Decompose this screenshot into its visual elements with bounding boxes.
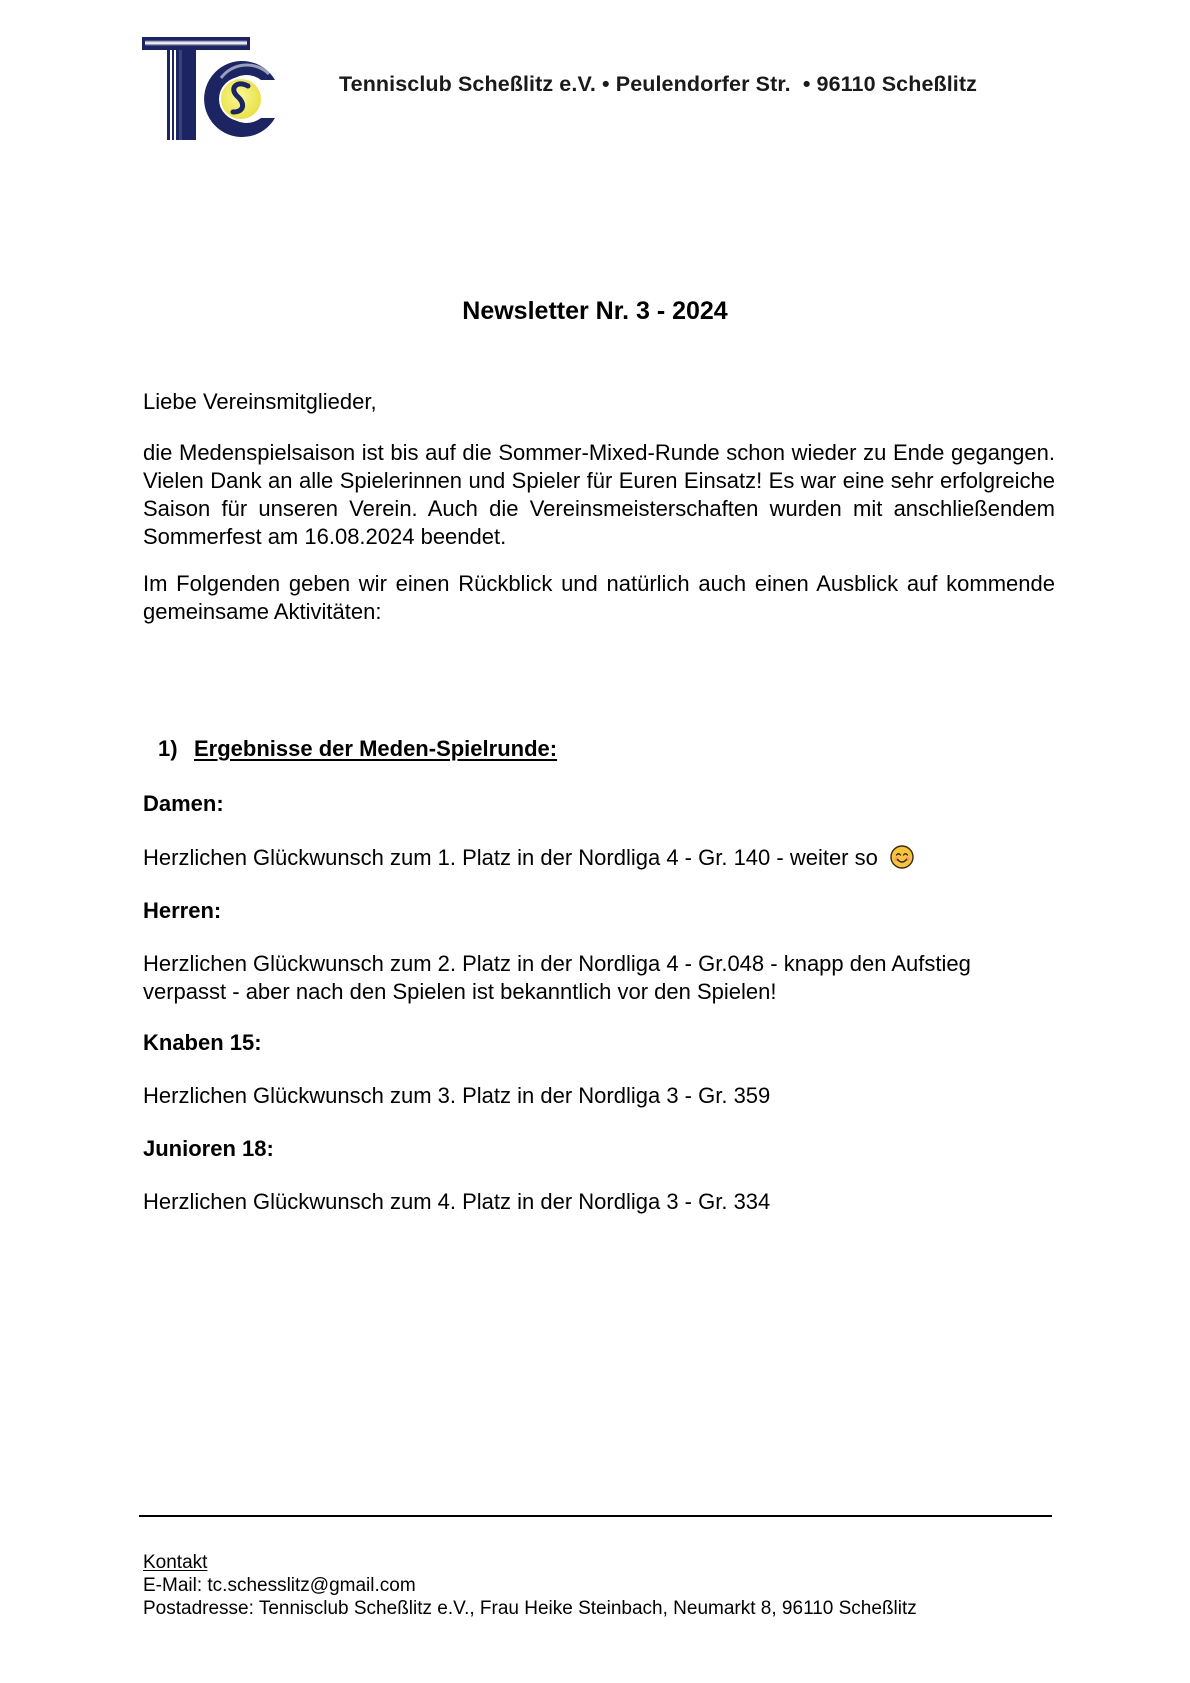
contact-email: E-Mail: tc.schesslitz@gmail.com bbox=[143, 1575, 416, 1596]
club-logo bbox=[141, 36, 289, 140]
tcs-logo-icon bbox=[141, 36, 289, 140]
smiling-face-icon bbox=[890, 845, 914, 869]
club-address-line: Tennisclub Scheßlitz e.V. • Peulendorfer Str. • 96110 Scheßlitz bbox=[339, 72, 977, 96]
team-heading-knaben-15: Knaben 15: bbox=[143, 1030, 262, 1055]
team-result-text: Herzlichen Glückwunsch zum 1. Platz in der Nordliga 4 - Gr. 140 - weiter so bbox=[143, 845, 878, 870]
team-heading-damen: Damen: bbox=[143, 791, 224, 816]
section-number: 1) bbox=[158, 736, 178, 761]
newsletter-title: Newsletter Nr. 3 - 2024 bbox=[462, 297, 728, 325]
team-heading-herren: Herren: bbox=[143, 898, 222, 923]
team-heading-junioren-18: Junioren 18: bbox=[143, 1136, 274, 1161]
team-result-knaben-15: Herzlichen Glückwunsch zum 3. Platz in der Nordliga 3 - Gr. 359 bbox=[143, 1083, 771, 1108]
contact-postal-address: Postadresse: Tennisclub Scheßlitz e.V., Frau Heike Steinbach, Neumarkt 8, 96110 Scheßlitz bbox=[143, 1598, 917, 1619]
intro-paragraph-1: die Medenspielsaison ist bis auf die Sommer-Mixed-Runde schon wieder zu Ende gegangen. Vielen Dank an alle Spielerinnen und Spieler für Euren Einsatz! Es war eine sehr erfolgreiche Saison für unseren Verein. Auch die Vereinsmeisterschaften wurden mit anschließendem Sommerfest am 16.08.2024 beendet. bbox=[143, 440, 1055, 549]
greeting: Liebe Vereinsmitglieder, bbox=[143, 389, 377, 414]
section-heading-label: Ergebnisse der Meden-Spielrunde: bbox=[194, 736, 558, 761]
team-result-damen bbox=[143, 844, 1055, 872]
footer-divider bbox=[139, 1515, 1052, 1517]
intro-paragraph-2: Im Folgenden geben wir einen Rückblick und natürlich auch einen Ausblick auf kommende gemeinsame Aktivitäten: bbox=[143, 571, 1055, 624]
team-result-junioren-18: Herzlichen Glückwunsch zum 4. Platz in der Nordliga 3 - Gr. 334 bbox=[143, 1189, 771, 1214]
section-heading bbox=[158, 736, 557, 762]
team-result-herren: Herzlichen Glückwunsch zum 2. Platz in der Nordliga 4 - Gr.048 - knapp den Aufstieg verpasst - aber nach den Spielen ist bekanntlich vor den Spielen! bbox=[143, 951, 971, 1004]
footer-contact bbox=[143, 1551, 917, 1620]
contact-label: Kontakt bbox=[143, 1552, 208, 1573]
